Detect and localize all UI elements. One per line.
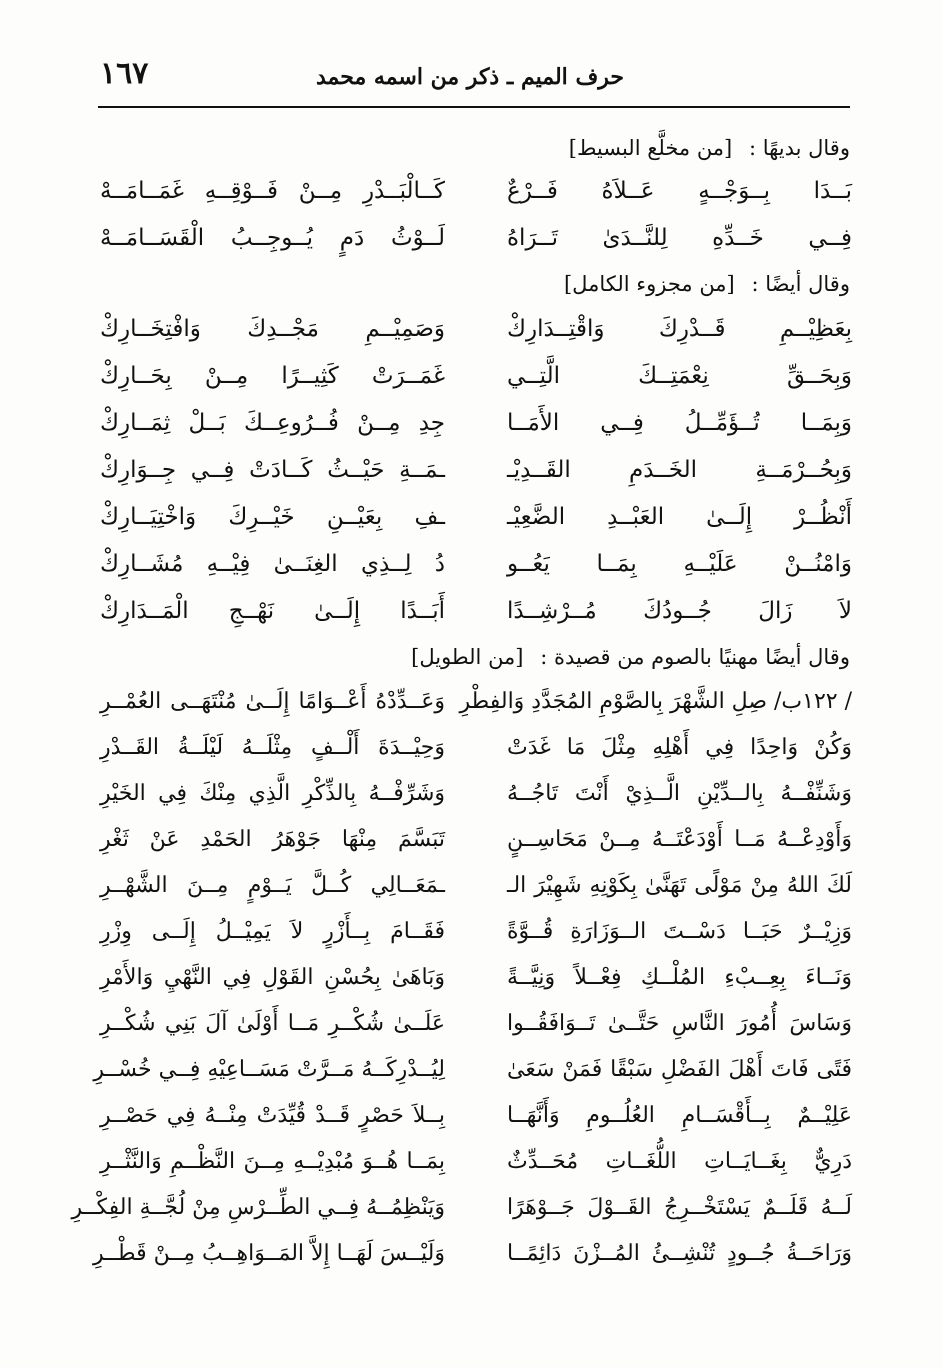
second-hemistich: وَشَرِّفْــهُ بِالذِّكْرِ الَّذِي مِنْكَ فِي الخَيْرِ xyxy=(100,781,445,806)
first-hemistich: بَــدَا بِــوَجْــهٍ عَــلاَهُ فَــرْعٌ xyxy=(507,178,852,204)
meter-label: [من مخلَّع البسيط] xyxy=(568,136,733,160)
verse-line xyxy=(100,955,852,1001)
head-rule xyxy=(98,106,850,108)
verse-line xyxy=(100,863,852,909)
verse-line xyxy=(100,725,852,771)
first-hemistich: فَتًى فَاتَ أَهْلَ الفَضْلِ سَبْقًا فَمَنْ سَعَىٰ xyxy=(507,1057,852,1082)
section-intro xyxy=(100,635,852,679)
first-hemistich: لاَ زَالَ جُــودُكَ مُــرْشِــدًا xyxy=(507,598,852,624)
verse-line xyxy=(100,494,852,541)
second-hemistich: كَــالْبَــدْرِ مِــنْ فَــوْقِــهِ غَمَــامَــهْ xyxy=(100,178,445,204)
second-hemistich: جِدِ مِــنْ فُــرُوعِــكَ بَــلْ ثِمَــارِكْ xyxy=(100,410,445,436)
second-hemistich: وَيَنْظِمُــهُ فِــي الطِّــرْسِ مِنْ لُجَّــةِ الفِكْــرِ xyxy=(71,1195,445,1220)
first-hemistich: فِــي خَــدِّهِ لِلنَّــدَىٰ تَــرَاهُ xyxy=(507,225,852,251)
first-hemistich: لَــهُ قَلَــمٌ يَسْتَخْــرِجُ القَــوْلَ جَــوْهَرًا xyxy=(507,1195,852,1220)
first-hemistich: وَبِحُــرْمَــةِ الخَــدَمِ القَــدِيْـ xyxy=(507,457,852,483)
verse-line xyxy=(100,1139,852,1185)
second-hemistich: فَقَــامَ بِــأَزْرٍ لاَ يَمِيْــلُ إِلَــى وِزْرِ xyxy=(100,919,445,944)
meter-label: [من مجزوء الكامل] xyxy=(563,272,735,296)
first-hemistich: وَرَاحَــةُ جُــودٍ تُنْشِــئُ المُــزْنَ دَائِمًــا xyxy=(507,1241,852,1266)
intro-text: وقال أيضًا : xyxy=(751,272,850,296)
first-hemistich: وَشَنِّفْــهُ بِالــدِّيْنِ الَّــذِيْ أَنْتَ تَاجُــهُ xyxy=(507,781,852,806)
verse-line xyxy=(100,447,852,494)
verse-line xyxy=(100,588,852,635)
second-hemistich: بِــلاَ حَصْرٍ قَــدْ قُيِّدَتْ مِنْــهُ فِي حَصْــرِ xyxy=(100,1103,445,1128)
second-hemistich: غَمَــرَتْ كَثِيــرًا مِــنْ بِحَــارِكْ xyxy=(100,363,445,389)
verse-line xyxy=(100,1093,852,1139)
first-hemistich: وَأَوْدِعْــهُ مَــا أَوْدَعْتَــهُ مِــنْ مَحَاسِــنٍ xyxy=(507,827,852,852)
second-hemistich: دُ لِــذِي الغِنَــىٰ فِيْــهِ مُشَــارِكْ xyxy=(100,551,445,577)
second-hemistich: ـمَــةِ حَيْــثُ كَــادَتْ فِــي جِــوَارِكْ xyxy=(100,457,445,483)
first-hemistich: لَكَ اللهُ مِنْ مَوْلًى تَهَنَّىٰ بِكَوْنِهِ شَهِيْرَ الـ xyxy=(507,873,852,898)
second-hemistich: ـفِ بِعَيْــنِ خَيْــرِكَ وَاخْتِيَــارِكْ xyxy=(100,504,445,530)
second-hemistich: وَعَــدِّدْهُ أَعْــوَامًا إِلَــىٰ مُنْتَهَــى العُمْــرِ xyxy=(100,689,445,714)
first-hemistich: وَكُنْ وَاحِدًا فِي أَهْلِهِ مِثْلَ مَا غَدَتْ xyxy=(507,735,852,760)
verse-line xyxy=(93,1047,852,1093)
first-hemistich: وَنَــاءَ بِعِــبْءِ المُلْــكِ فِعْــلاً وَنِيَّــةً xyxy=(507,965,852,990)
verse-line xyxy=(100,215,852,262)
second-hemistich: أَبَــدًا إِلَــىٰ نَهْــجِ الْمَــدَارِكْ xyxy=(100,598,445,624)
first-hemistich: وَزِيْــرٌ حَبَــا دَسْــتَ الــوَزَارَةِ قُــوَّةً xyxy=(507,919,852,944)
second-hemistich: وَصَمِيْــمِ مَجْــدِكَ وَافْتِخَــارِكْ xyxy=(100,316,445,342)
first-hemistich: أَنْظُــرْ إِلَــىٰ العَبْــدِ الضَّعِيْـ xyxy=(507,504,852,530)
first-hemistich: بِعَظِيْــمِ قَــدْرِكَ وَاقْتِــدَارِكْ xyxy=(507,316,852,342)
second-hemistich: وَبَاهَىٰ بِحُسْنِ القَوْلِ فِي النَّهْيِ وَالأَمْرِ xyxy=(100,965,445,990)
verse-line xyxy=(100,541,852,588)
page-number: ١٦٧ xyxy=(100,56,149,91)
first-hemistich: وَامْنُــنْ عَلَيْــهِ بِمَــا يَعُــو xyxy=(507,551,852,577)
verse-line xyxy=(100,679,852,725)
running-head: حرف الميم ـ ذكر من اسمه محمد xyxy=(315,64,624,90)
first-hemistich: وَسَاسَ أُمُورَ النَّاسِ حَتَّــىٰ تَــوَافَقُــوا xyxy=(507,1011,852,1036)
poem-body xyxy=(71,128,852,1277)
second-hemistich: تَبَسَّمَ مِنْهَا جَوْهَرُ الحَمْدِ عَنْ ثَغْرِ xyxy=(100,827,445,852)
verse-line xyxy=(71,1185,852,1231)
verse-line xyxy=(100,1001,852,1047)
verse-line xyxy=(100,817,852,863)
section-intro xyxy=(100,128,852,168)
second-hemistich: بِمَــا هُــوَ مُبْدِيْــهِ مِــنَ النَّظْــمِ وَالنَّثْــرِ xyxy=(100,1149,445,1174)
second-hemistich: وَلَيْــسَ لَهَــا إِلاَّ المَــوَاهِــبُ مِــنْ قَطْــرِ xyxy=(93,1241,445,1266)
second-hemistich: لَــوْثُ دَمٍ يُــوجِــبُ الْقَسَــامَــهْ xyxy=(100,225,445,251)
verse-line xyxy=(100,353,852,400)
second-hemistich: لِيُــدْرِكَــهُ مَــرَّتْ مَسَــاعِيْهِ فِــي خُسْــرِ xyxy=(93,1057,445,1082)
first-hemistich: / ١٢٢ب/ صِلِ الشَّهْرَ بِالصَّوْمِ المُجَدَّدِ وَالفِطْرِ xyxy=(459,689,852,714)
first-hemistich: عَلِيْــمٌ بِــأَقْسَــامِ العُلُــومِ وَأَنَّهَــا xyxy=(507,1103,852,1128)
first-hemistich: دَرِيٌّ بِغَــايَــاتِ اللُّغَــاتِ مُحَــدِّثٌ xyxy=(507,1149,852,1174)
verse-line xyxy=(100,771,852,817)
verse-line xyxy=(100,400,852,447)
first-hemistich: وَبِمَــا تُــؤَمِّــلُ فِــي الأَمَــا xyxy=(507,410,852,436)
verse-line xyxy=(100,306,852,353)
verse-line xyxy=(100,168,852,215)
intro-text: وقال أيضًا مهنيًا بالصوم من قصيدة : xyxy=(540,645,850,669)
second-hemistich: عَلَــىٰ شُكْــرِ مَــا أَوْلَىٰ آلَ بَنِي شُكْــرِ xyxy=(100,1011,445,1036)
verse-line xyxy=(100,909,852,955)
section-intro xyxy=(100,262,852,306)
meter-label: [من الطويل] xyxy=(411,645,524,669)
first-hemistich: وَبِحَــقِّ نِعْمَتِــكَ الَّتِــي xyxy=(507,363,852,389)
second-hemistich: ـمَعَــالِي كُــلَّ يَــوْمٍ مِــنَ الشَّهْــرِ xyxy=(100,873,445,898)
intro-text: وقال بديهًا : xyxy=(748,136,850,160)
second-hemistich: وَحِيْــدَةَ أَلْــفٍ مِثْلَــهُ لَيْلَــةُ القَــدْرِ xyxy=(100,735,445,760)
verse-line xyxy=(93,1231,852,1277)
